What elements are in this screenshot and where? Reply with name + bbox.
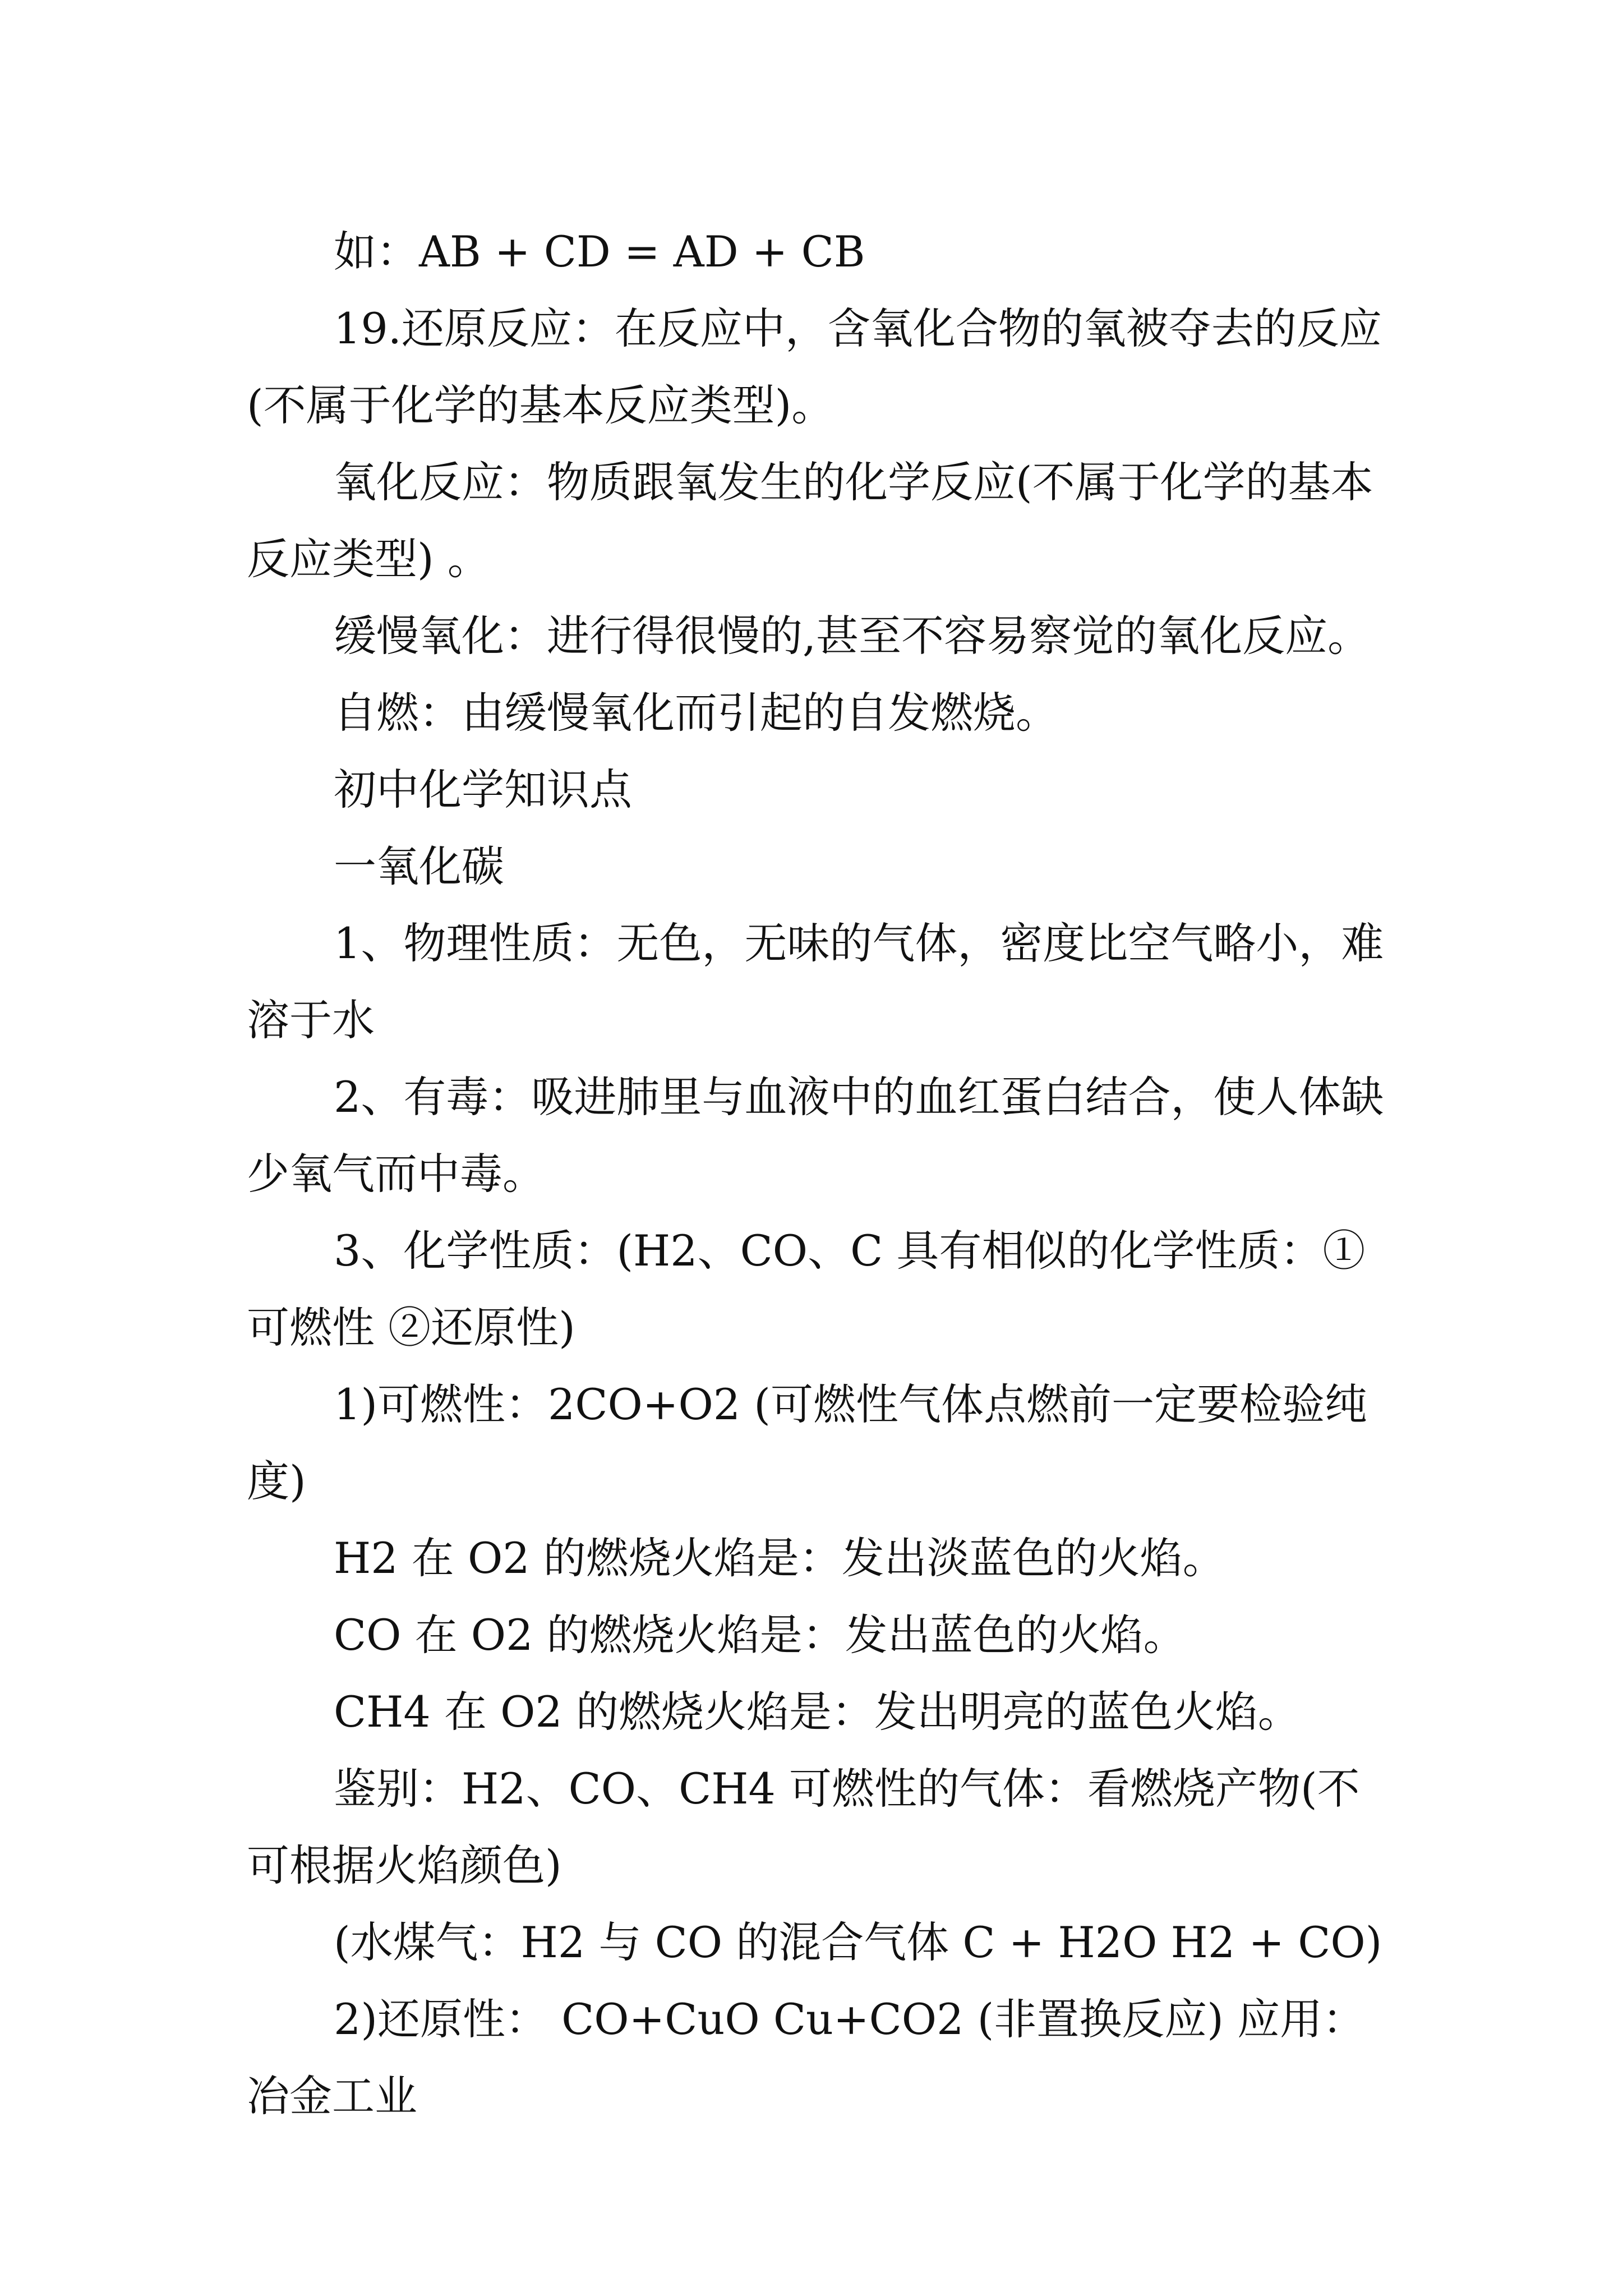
paragraph-physical-properties: 1、物理性质：无色，无味的气体，密度比空气略小，难溶于水: [247, 918, 1384, 1045]
paragraph-toxicity: 2、有毒：吸进肺里与血液中的血红蛋白结合，使人体缺少氧气而中毒。: [247, 1072, 1384, 1199]
paragraph-spontaneous-combustion: 自燃：由缓慢氧化而引起的自发燃烧。: [334, 688, 1058, 738]
paragraph-co-flame: CO 在 O2 的燃烧火焰是：发出蓝色的火焰。: [334, 1610, 1186, 1660]
paragraph-water-gas: (水煤气：H2 与 CO 的混合气体 C + H2O H2 + CO): [334, 1917, 1382, 1967]
paragraph-combustibility: 1)可燃性：2CO+O2 (可燃性气体点燃前一定要检验纯度): [247, 1379, 1367, 1506]
paragraph-chemical-properties: 3、化学性质：(H2、CO、C 具有相似的化学性质：①可燃性 ②还原性): [247, 1226, 1366, 1352]
paragraph-identification: 鉴别：H2、CO、CH4 可燃性的气体：看燃烧产物(不可根据火焰颜色): [247, 1764, 1360, 1890]
paragraph-section-heading: 初中化学知识点: [334, 765, 632, 815]
paragraph-slow-oxidation: 缓慢氧化：进行得很慢的,甚至不容易察觉的氧化反应。: [334, 611, 1371, 661]
paragraph-reducibility: 2)还原性： CO+CuO Cu+CO2 (非置换反应) 应用：冶金工业: [247, 1994, 1366, 2121]
paragraph-topic-heading: 一氧化碳: [334, 841, 504, 891]
paragraph-oxidation-reaction: 氧化反应：物质跟氧发生的化学反应(不属于化学的基本反应类型) 。: [247, 457, 1373, 584]
document-body: [247, 213, 1391, 2134]
paragraph-ch4-flame: CH4 在 O2 的燃烧火焰是：发出明亮的蓝色火焰。: [334, 1687, 1301, 1737]
paragraph-h2-flame: H2 在 O2 的燃烧火焰是：发出淡蓝色的火焰。: [334, 1533, 1225, 1583]
paragraph-reduction-reaction: 19.还原反应：在反应中，含氧化合物的氧被夺去的反应(不属于化学的基本反应类型)。: [247, 303, 1382, 430]
paragraph-double-decomposition-example: 如：AB + CD = AD + CB: [334, 227, 865, 277]
